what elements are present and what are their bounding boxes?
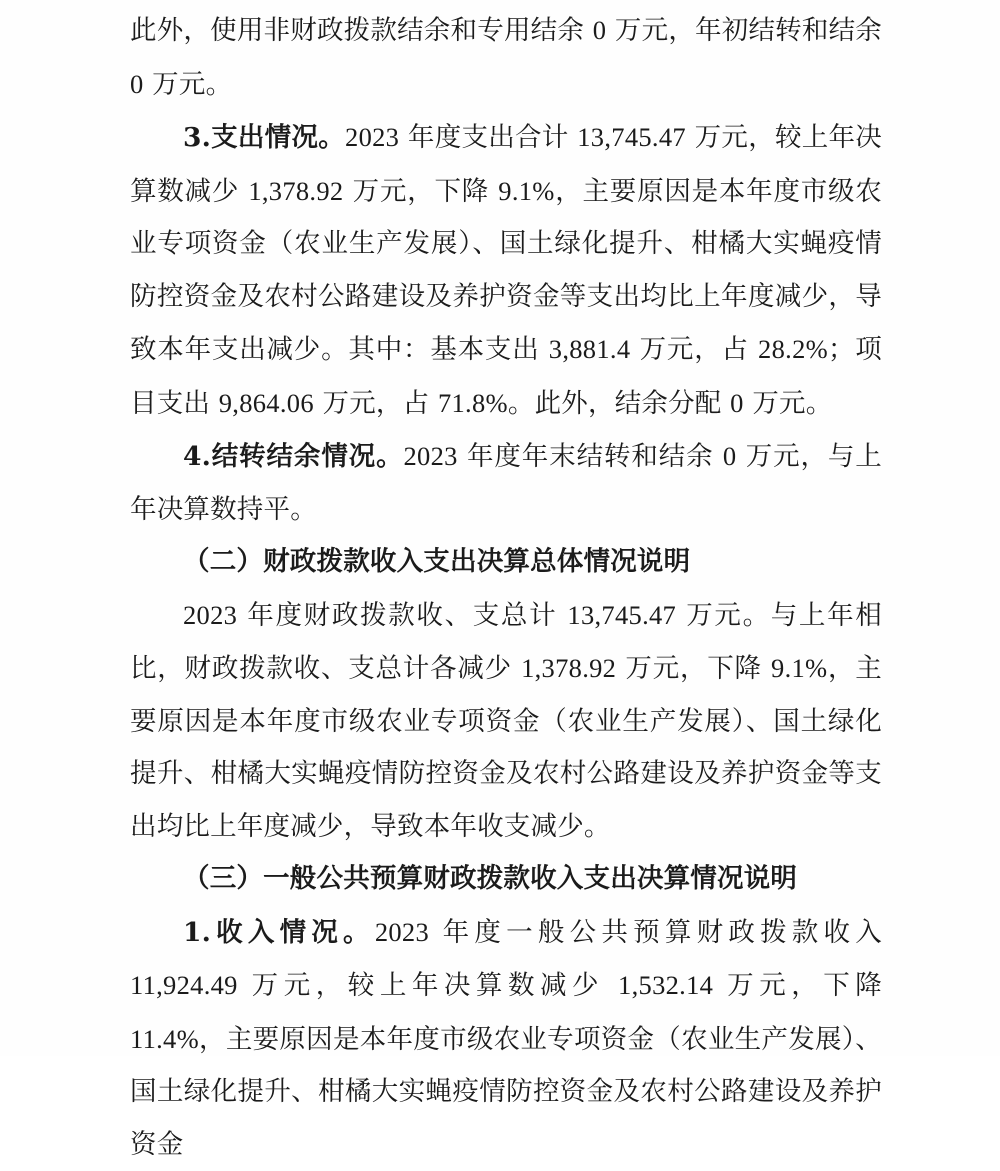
text-run: 万元，年初结转和结余 <box>606 15 882 46</box>
paragraph <box>130 4 882 111</box>
numeric-value: 11,924.49 <box>130 970 238 1000</box>
document-body <box>130 0 882 1171</box>
text-run: 年度一般公共预算财政拨款收入 <box>429 917 882 948</box>
numeric-value: 71.8% <box>438 388 508 418</box>
numeric-value: 0 <box>723 441 737 471</box>
text-run: ，主要原因是本年度市级农业专项资金（农业生产发展）、国土绿化提升、柑橘大实蝇疫情防控资金及农村公路建设及养护资金 <box>130 1024 882 1160</box>
text-run: 。此外，结余分配 <box>508 388 730 419</box>
paragraph <box>130 589 882 854</box>
numeric-value: 2023 <box>345 122 399 152</box>
paragraph-label: 4.结转结余情况。 <box>183 441 404 472</box>
text-run: 年度财政拨款收、支总计 <box>237 600 567 631</box>
numeric-value: 9.1% <box>771 653 827 683</box>
numeric-value: 0 <box>130 69 144 99</box>
text-run: 万元。 <box>744 388 833 419</box>
numeric-value: 13,745.47 <box>577 122 686 152</box>
numeric-value: 0 <box>730 388 744 418</box>
text-run: 年度支出合计 <box>399 122 577 153</box>
numeric-value: 0 <box>593 15 607 45</box>
text-run: 万元。与上年相比，财政拨款收、支总计各减少 <box>130 600 882 685</box>
numeric-value: 3,881.4 <box>549 334 631 364</box>
paragraph <box>130 111 882 430</box>
numeric-value: 9,864.06 <box>219 388 314 418</box>
numeric-value: 1,378.92 <box>521 653 616 683</box>
text-run: 万元，下降 <box>616 653 771 684</box>
numeric-value: 1,378.92 <box>248 176 343 206</box>
numeric-value: 2023 <box>404 441 458 471</box>
text-run: 万元，下降 <box>343 176 498 207</box>
text-run: ，主要原因是本年度市级农业专项资金（农业生产发展）、国土绿化提升、柑橘大实蝇疫情防控资金及农村公路建设及养护资金等支出均比上年度减少，导致本年收支减少。 <box>130 653 882 842</box>
text-run: 万元，较上年决算数减少 <box>130 122 882 207</box>
paragraph <box>130 853 882 906</box>
text-run: 万元，较上年决算数减少 <box>238 970 618 1001</box>
paragraph-label: 3.支出情况。 <box>183 122 345 153</box>
paragraph-label: 1.收入情况。 <box>183 917 375 948</box>
text-run: 万元，与上年决算数持平。 <box>130 441 882 525</box>
numeric-value: 28.2% <box>758 334 828 364</box>
text-run: 万元，占 <box>314 388 438 419</box>
text-run: 此外，使用非财政拨款结余和专用结余 <box>130 15 593 46</box>
text-run: 万元，下降 <box>713 970 882 1001</box>
text-run: 万元，占 <box>630 334 758 365</box>
text-run: ，主要原因是本年度市级农业专项资金（农业生产发展）、国土绿化提升、柑橘大实蝇疫情防控资金及农村公路建设及养护资金等支出均比上年度减少，导致本年支出减少。其中：基本支出 <box>130 176 882 366</box>
paragraph <box>130 536 882 589</box>
text-run: ；项目支出 <box>130 334 882 419</box>
paragraph <box>130 430 882 536</box>
numeric-value: 1,532.14 <box>618 970 713 1000</box>
numeric-value: 9.1% <box>498 176 554 206</box>
text-run: 万元。 <box>144 69 233 100</box>
numeric-value: 13,745.47 <box>567 600 676 630</box>
text-run: 年度年末结转和结余 <box>458 441 723 472</box>
paragraph <box>130 906 882 1171</box>
paragraph-label: （三）一般公共预算财政拨款收入支出决算情况说明 <box>183 863 797 894</box>
paragraph-label: （二）财政拨款收入支出决算总体情况说明 <box>183 546 690 577</box>
numeric-value: 11.4% <box>130 1024 199 1054</box>
numeric-value: 2023 <box>183 600 237 630</box>
numeric-value: 2023 <box>375 917 429 947</box>
